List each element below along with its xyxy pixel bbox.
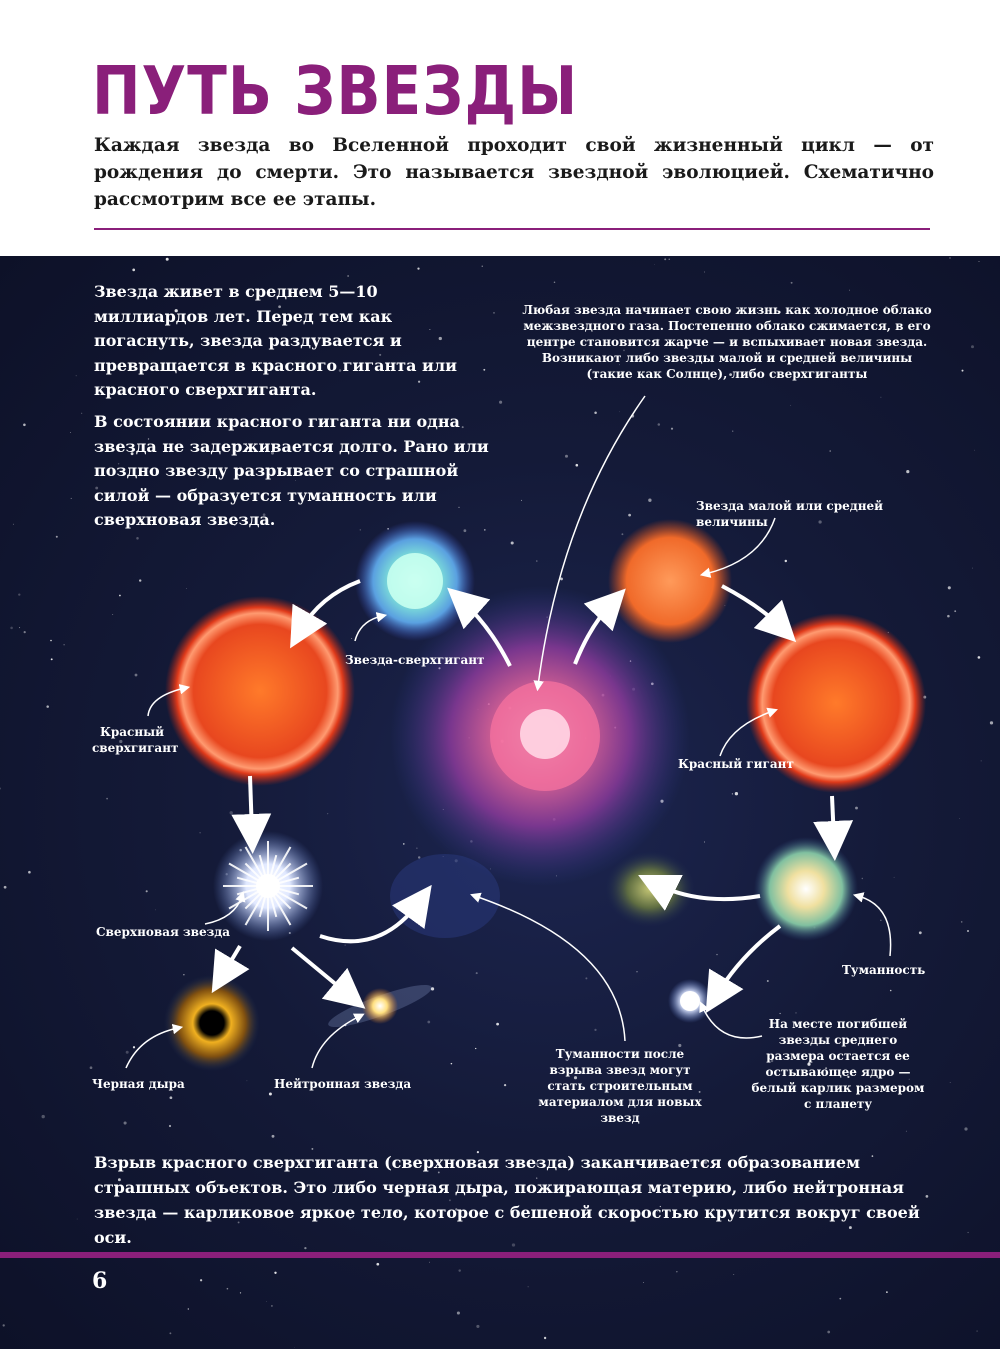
label-supergiant: Звезда-сверхгигант <box>345 653 485 667</box>
label-white-dwarf: На месте погибшей звезды среднего размера остается ее остывающее ядро — белый карлик размером с планету <box>751 1017 925 1111</box>
label-red-supergiant: Красный сверхгигант <box>92 725 179 755</box>
label-small-star: Звезда малой или средней величины <box>696 499 884 529</box>
neutron-star <box>362 988 398 1024</box>
page-title: ПУТЬ ЗВЕЗДЫ <box>92 52 579 131</box>
small-star <box>608 519 732 643</box>
label-red-giant: Красный гигант <box>678 757 794 771</box>
bottom-divider <box>0 1252 1000 1258</box>
red-supergiant-star <box>165 596 355 786</box>
star-evolution-diagram <box>0 256 1000 1349</box>
label-gas-cloud: Любая звезда начинает свою жизнь как холодное облако межзвездного газа. Постепенно облако сжимается, в его центре становится жарче — и вспыхивает новая звезда. Возникают либо звезды малой и средней величины (такие как Солнце), либо сверхгиганты <box>522 303 932 381</box>
explosion-nebula <box>390 854 500 938</box>
paragraph-red-giant: В состоянии красного гиганта ни одна звезда не задерживается долго. Рано или поздно звезду разрывает со страшной силой — образуется туманность или сверхновая звезда. <box>94 412 489 529</box>
nebula-remnant <box>605 851 695 927</box>
label-supernova: Сверхновая звезда <box>96 925 231 939</box>
page-number: 6 <box>92 1268 108 1294</box>
label-neutron-star: Нейтронная звезда <box>274 1077 412 1091</box>
label-after-explosion: Туманности после взрыва звезд могут стать строительным материалом для новых звезд <box>538 1047 702 1125</box>
intro-paragraph: Каждая звезда во Вселенной проходит свой жизненный цикл — от рождения до смерти. Это называется звездной эволюцией. Схематично рассмотрим все ее этапы. <box>94 135 934 210</box>
paragraph-lifetime: Звезда живет в среднем 5—10 миллиардов лет. Перед тем как погаснуть, звезда раздувается и превращается в красного гиганта или красного сверхгиганта. <box>94 282 458 399</box>
label-nebula: Туманность <box>842 963 926 977</box>
paragraph-supernova-outcome: Взрыв красного сверхгиганта (сверхновая звезда) заканчивается образованием страшных объектов. Это либо черная дыра, пожирающая материю, либо нейтронная звезда — карликовое яркое тело, которое с бешеной скоростью крутится вокруг своей оси. <box>94 1153 920 1247</box>
top-divider <box>94 228 930 230</box>
planetary-nebula <box>754 837 858 941</box>
label-black-hole: Черная дыра <box>92 1077 185 1091</box>
